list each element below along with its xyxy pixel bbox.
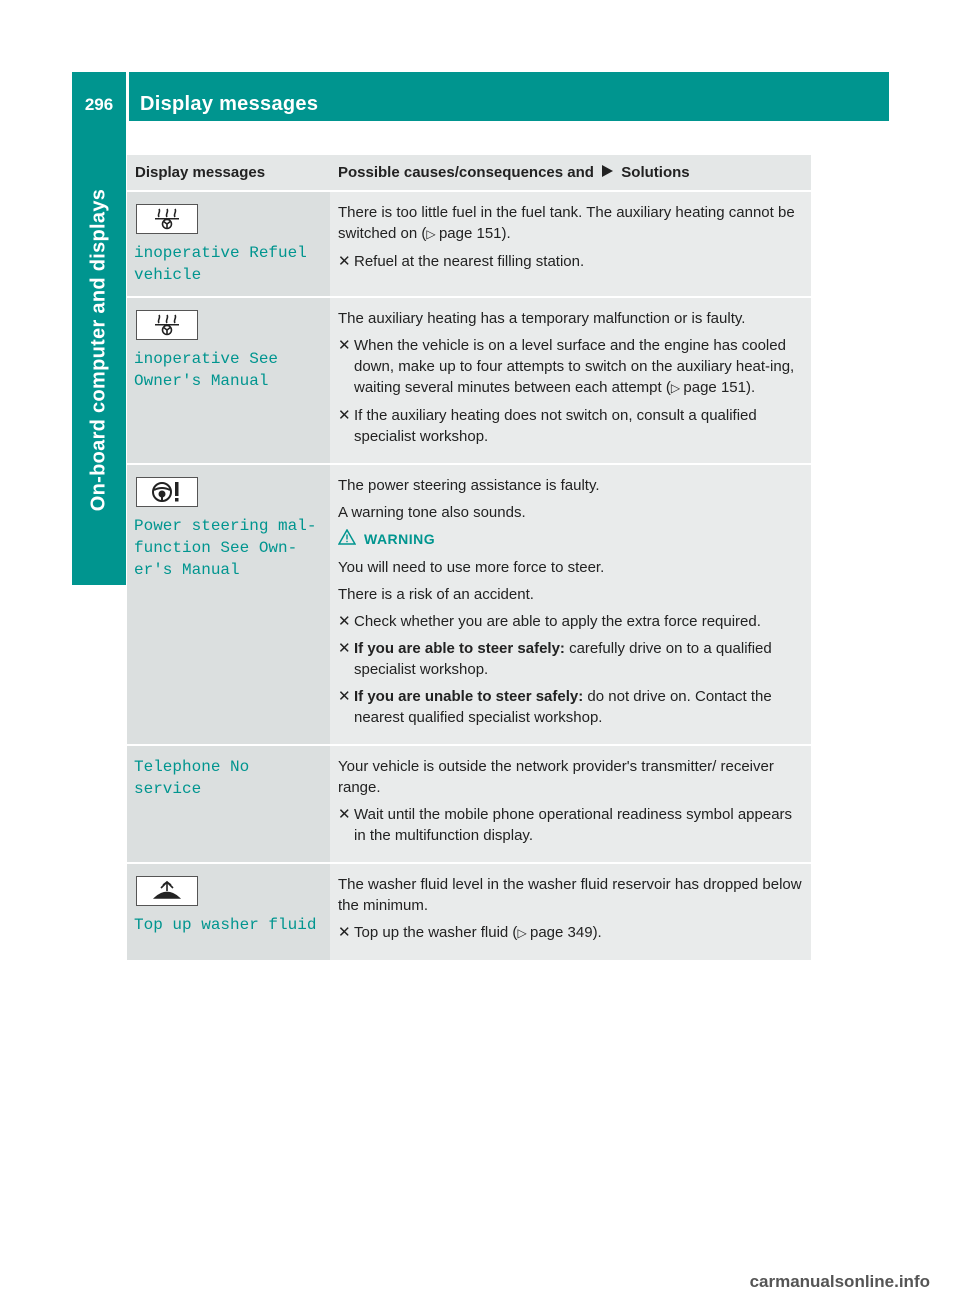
washer-fluid-icon <box>136 876 198 906</box>
message-cell <box>127 745 330 863</box>
cause-text: Your vehicle is outside the network provider's transmitter/ receiver range. <box>338 758 774 797</box>
cause-text: The auxiliary heating has a temporary malfunction or is faulty. <box>338 310 746 327</box>
solution-cell <box>330 297 811 464</box>
display-message-text: Telephone No service <box>134 758 250 799</box>
power-steering-warning-icon <box>136 477 198 507</box>
page-title: Display messages <box>140 93 319 115</box>
step-arrow-icon: ✕ <box>338 640 351 658</box>
col-header-display-messages: Display messages <box>127 155 330 191</box>
cause-text: The washer fluid level in the washer fluid reservoir has dropped below the minimum. <box>338 876 802 915</box>
play-arrow-icon <box>601 164 614 182</box>
step-arrow-icon: ✕ <box>338 253 351 270</box>
message-cell <box>127 297 330 464</box>
step-arrow-icon: ✕ <box>338 337 351 354</box>
solution-cell <box>330 191 811 297</box>
warning-triangle-icon <box>338 529 356 551</box>
message-cell <box>127 863 330 961</box>
header-divider <box>126 72 129 121</box>
auxiliary-heating-icon <box>136 310 198 340</box>
table-row <box>127 863 811 961</box>
table-row <box>127 464 811 745</box>
cause-text: A warning tone also sounds. <box>338 504 526 521</box>
message-cell <box>127 191 330 297</box>
solution-step: ✕ Refuel at the nearest filling station. <box>338 253 585 270</box>
table-header-row <box>127 155 811 191</box>
page-number: 296 <box>84 95 114 114</box>
step-arrow-icon: ✕ <box>338 688 351 706</box>
watermark: carmanualsonline.info <box>749 1272 930 1291</box>
cause-text: The power steering assistance is faulty. <box>338 477 600 494</box>
display-message-text: inoperative Refuel vehicle <box>134 244 307 284</box>
step-arrow-icon: ✕ <box>338 924 351 942</box>
col-header-solutions <box>330 155 811 191</box>
solution-step: ✕ If you are able to steer safely: carefully drive on to a qualified specialist workshop. <box>338 640 772 679</box>
solution-step: ✕ If you are unable to steer safely: do not drive on. Contact the nearest qualified specialist workshop. <box>338 688 772 727</box>
solution-step: ✕ Wait until the mobile phone operational readiness symbol appears in the multifunction display. <box>338 806 793 845</box>
display-message-text: Power steering mal- function See Own- er's Manual <box>134 517 317 579</box>
warning-text: You will need to use more force to steer. <box>338 559 605 577</box>
table-row <box>127 297 811 464</box>
table-row <box>127 745 811 863</box>
display-message-text: inoperative See Owner's Manual <box>134 350 279 390</box>
message-cell <box>127 464 330 745</box>
auxiliary-heating-icon <box>136 204 198 234</box>
solution-step: ✕ When the vehicle is on a level surface and the engine has cooled down, make up to four attempts to switch on the auxiliary heat-ing, waiting several minutes between each attempt (▷ page 151). <box>338 337 795 396</box>
step-arrow-icon: ✕ <box>338 806 351 824</box>
solution-step: ✕ If the auxiliary heating does not switch on, consult a qualified specialist workshop. <box>338 407 757 445</box>
display-message-text: Top up washer fluid <box>134 916 317 935</box>
warning-text: There is a risk of an accident. <box>338 586 534 604</box>
step-arrow-icon: ✕ <box>338 407 351 424</box>
display-messages-table <box>127 155 811 962</box>
col-header-solutions-label: Solutions <box>621 163 690 181</box>
step-arrow-icon: ✕ <box>338 613 351 631</box>
solution-cell <box>330 745 811 863</box>
solution-step: ✕ Top up the washer fluid (▷ page 349). <box>338 924 602 942</box>
warning-heading: WARNING <box>338 529 803 551</box>
col-header-causes: Possible causes/consequences and <box>338 163 594 181</box>
cause-text: There is too little fuel in the fuel tank. The auxiliary heating cannot be switched on (▷ page 151). <box>338 204 795 242</box>
table-row <box>127 191 811 297</box>
solution-cell <box>330 863 811 961</box>
side-tab-label: On-board computer and displays <box>87 188 110 512</box>
solution-step: ✕ Check whether you are able to apply the extra force required. <box>338 613 761 631</box>
solution-cell <box>330 464 811 745</box>
